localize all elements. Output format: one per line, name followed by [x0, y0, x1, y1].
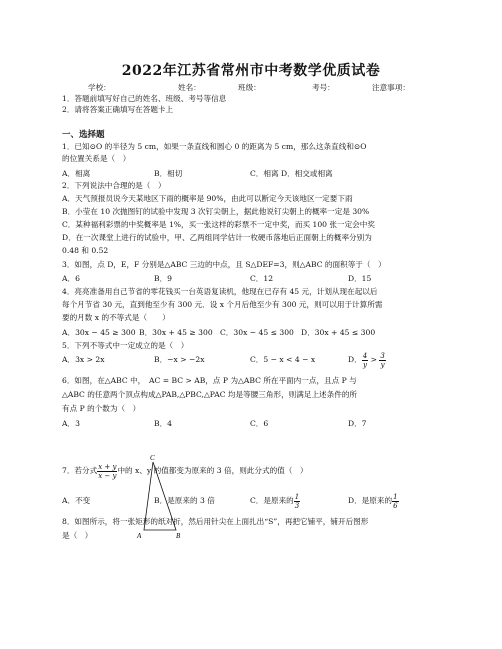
q4-option-c: C．30x − 45 ≤ 300 — [220, 328, 294, 337]
q7-option-c-denominator: 3 — [294, 501, 300, 510]
q3-option-d: D．15 — [348, 274, 372, 283]
q1-option-a: A．相离 — [62, 169, 91, 178]
q7-stem — [62, 460, 308, 482]
q7-option-b: B．是原来的 3 倍 — [154, 496, 215, 505]
q5-option-a: A．3x > 2x — [62, 355, 105, 364]
q1-option-c: C．相离 D．相交或相离 — [250, 169, 333, 178]
q3-options — [62, 273, 371, 284]
q8-stem-line1: 8．如图所示，将一张矩形的纸对折，然后用针尖在上面扎出“S”，再把它铺平，铺开后图形 — [62, 517, 369, 526]
q7-fraction-denominator: x − y — [98, 471, 117, 480]
q7-prefix: 7．若分式 — [62, 466, 98, 475]
notice-label: 注意事项： — [372, 83, 410, 92]
note-1: 1．答题前填写好自己的姓名、班级、考号等信息 — [62, 94, 227, 103]
q7-options — [62, 490, 399, 512]
class-label: 班级： — [238, 83, 261, 92]
q2-stem: 2．下列说法中合理的是（ ） — [62, 181, 166, 190]
q7-option-c-fraction — [294, 493, 300, 510]
q2-option-b: B．小莹在 10 次抛图钉的试验中发现 3 次钉尖朝上，据此他说钉尖朝上的概率一定是 30% — [62, 207, 370, 216]
q3-option-c: C．12 — [250, 274, 274, 283]
q7-option-a: A．不变 — [62, 496, 91, 505]
q2-option-c: C．某种福利彩票的中奖概率是 1%，买一张这样的彩票不一定中奖，而买 100 张一定会中奖 — [62, 220, 375, 229]
name-label: 姓名： — [178, 83, 201, 92]
q4-option-a: A．30x − 45 ≥ 300 — [62, 328, 136, 337]
q6-stem-line2: △ABC 的任意两个顶点构成△PAB,△PBC,△PAC 均是等腰三角形，则满足上述条件的所 — [62, 390, 358, 399]
q6-option-b: B．4 — [154, 419, 173, 428]
vertex-a-label: A — [137, 532, 142, 538]
q6-stem-line3: 有点 P 的个数为（ ） — [62, 404, 141, 413]
q6-option-c: C．6 — [250, 419, 269, 428]
q7-option-c — [250, 490, 348, 512]
q3-option-b: B．9 — [154, 274, 173, 283]
q2-option-d-line1: D．在一次课堂上进行的试验中，甲、乙两组同学估计一枚硬币落地后正面朝上的概率分别为 — [62, 233, 372, 242]
q7-option-c-numerator: 1 — [294, 492, 300, 501]
q6-option-d: D．7 — [348, 419, 367, 428]
q5-fraction-2-numerator: 3 — [380, 351, 385, 360]
q7-option-d-fraction — [392, 493, 398, 510]
exam-number-label: 考号： — [312, 83, 335, 92]
q2-option-d-line2: 0.48 和 0.52 — [62, 246, 109, 255]
q5-operator: > — [370, 355, 377, 364]
school-label: 学校： — [88, 83, 111, 92]
q5-fraction-1 — [362, 352, 368, 369]
q5-fraction-1-denominator: y — [362, 360, 367, 369]
q4-option-b: B．30x + 45 ≥ 300 — [139, 328, 213, 337]
q1-options — [62, 168, 333, 179]
q5-option-c: C．5 − x < 4 − x — [250, 355, 316, 364]
q2-option-a: A．天气预报员说今天某地区下雨的概率是 90%，由此可以断定今天该地区一定要下雨 — [62, 194, 353, 203]
q4-stem-line1: 4．亮亮准备用自己节省的零花钱买一台英语复读机，他现在已存有 45 元，计划从现在起以后 — [62, 287, 378, 296]
q3-stem: 3．如图，点 D，E，F 分别是△ABC 三边的中点，且 S△DEF=3，则△ABC 的面积等于（ ） — [62, 260, 386, 269]
q4-stem-line2: 每个月节省 30 元，直到他至少有 300 元．设 x 个月后他至少有 300 元，则可以用于计算所需 — [62, 300, 383, 309]
q1-option-b: B．相切 — [154, 169, 183, 178]
q5-options — [62, 350, 386, 370]
q7-option-d — [348, 490, 399, 512]
q4-stem-line3: 要的月数 x 的不等式是（ ） — [62, 313, 170, 322]
q5-option-b: B．−x > −2x — [154, 355, 205, 364]
q5-stem: 5．下列不等式中一定成立的是（ ） — [62, 341, 189, 350]
exam-title: 2022年江苏省常州市中考数学优质试卷 — [121, 63, 381, 79]
q7-suffix: 中的 x、y 的值都变为原来的 3 倍，则此分式的值（ ） — [117, 466, 308, 475]
q7-option-d-label: D．是原来的 — [348, 496, 393, 505]
note-2: 2．请将答案正确填写在答题卡上 — [62, 105, 174, 114]
vertex-b-label: B — [176, 532, 181, 538]
q6-options — [62, 418, 367, 429]
q5-option-d-label: D． — [348, 355, 362, 364]
q5-option-d — [348, 350, 386, 370]
q1-stem-line2: 的位置关系是（ ） — [62, 154, 131, 163]
q5-fraction-1-numerator: 4 — [362, 351, 368, 360]
q8-stem-line2: 是（ ） — [62, 531, 93, 540]
q5-fraction-2-denominator: y — [380, 360, 385, 369]
q7-fraction-numerator: x + y — [98, 462, 117, 471]
section-heading: 一、选择题 — [62, 130, 105, 140]
vertex-c-label: C — [150, 454, 155, 462]
q7-option-d-denominator: 6 — [393, 501, 398, 510]
q7-option-c-label: C．是原来的 — [250, 496, 294, 505]
q5-fraction-2 — [379, 352, 385, 369]
q7-fraction — [97, 463, 117, 480]
q4-option-d: D．30x + 45 ≤ 300 — [301, 328, 376, 337]
q6-option-a: A．3 — [62, 419, 80, 428]
q7-option-d-numerator: 1 — [393, 492, 398, 501]
q1-stem-line1: 1．已知⊙O 的半径为 5 cm，如果一条直线和圆心 0 的距离为 5 cm，那么这条直线和⊙O — [62, 142, 367, 151]
q6-stem-line1: 6．如图，在△ABC 中， AC = BC > AB，点 P 为△ABC 所在平面内一点，且点 P 与 — [62, 376, 357, 385]
q3-option-a: A．6 — [62, 274, 80, 283]
q4-options — [62, 327, 375, 338]
